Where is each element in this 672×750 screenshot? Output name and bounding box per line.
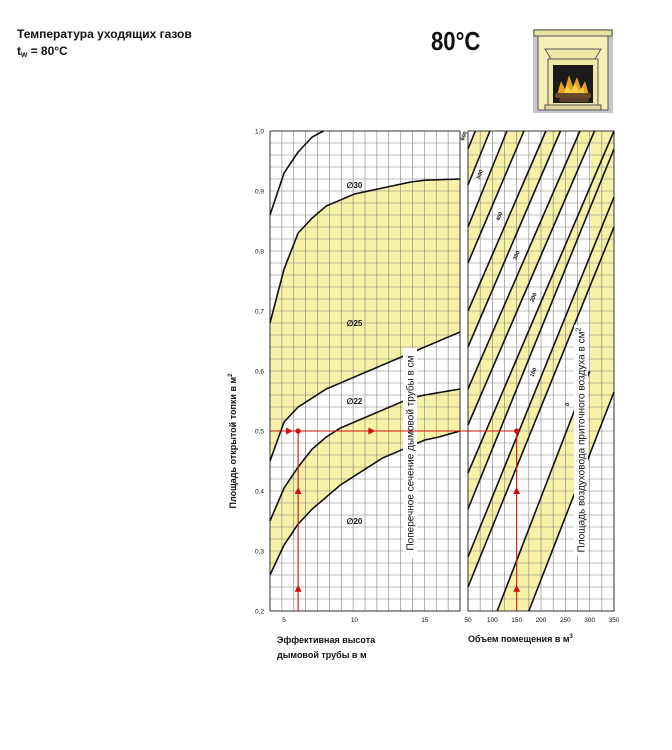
airflow-label: 500 (476, 169, 486, 181)
x-axis-label-right: Объем помещения в $м^3$ (468, 634, 573, 644)
chart-title: Температура уходящих газов (17, 27, 192, 41)
air-duct-area-label: Площадь воздуховода приточного воздуха в $см^2$ (575, 327, 588, 553)
x-tick-label-left: 15 (421, 617, 429, 624)
x-tick-label-right: 150 (511, 617, 523, 624)
example-point-right (514, 428, 519, 433)
x-tick-label-left: 10 (350, 617, 359, 624)
y-tick-label: 0,6 (254, 368, 264, 376)
airflow-label: 100 (529, 367, 539, 379)
y-tick-label: 0,5 (254, 428, 264, 436)
y-tick-label: 0,8 (254, 248, 264, 256)
y-tick-label: 0,9 (254, 188, 264, 196)
x-axis-label-left-2: дымовой трубы в м (277, 650, 367, 660)
diameter-label: ∅30 (346, 181, 363, 190)
airflow-label: 600 (459, 130, 469, 142)
example-point-left (296, 428, 301, 433)
x-axis-label-right-sup: 3 (569, 634, 573, 640)
subtitle-sub: w (21, 50, 28, 59)
x-tick-label-left: 5 (282, 617, 286, 624)
y-axis-label-sup: 2 (228, 373, 234, 377)
chimney-section-label: Поперечное сечение дымовой трубы в см (405, 355, 417, 551)
y-tick-label: 1,0 (254, 128, 264, 136)
y-tick-label: 0,7 (254, 308, 264, 316)
diameter-label: ∅22 (346, 397, 363, 406)
example-arrow-start (286, 428, 293, 435)
example-arrow-left-low (295, 585, 302, 592)
subtitle-t: t (17, 44, 21, 58)
airflow-label: 0 (564, 402, 572, 408)
y-axis-label: Площадь открытой топки в $м^2$ (228, 373, 238, 509)
x-tick-label-right: 200 (535, 617, 547, 624)
y-tick-label: 0,3 (254, 548, 264, 556)
subtitle-rest: = 80°C (27, 44, 68, 58)
diameter-label: ∅20 (346, 517, 363, 526)
left-curve-4 (270, 131, 323, 215)
x-tick-label-right: 300 (584, 617, 596, 624)
airflow-label: 200 (529, 292, 539, 304)
y-tick-label: 0,4 (254, 488, 264, 496)
example-arrow-right-high (513, 487, 520, 494)
airflow-label: 300 (512, 250, 522, 262)
y-tick-label: 0,2 (254, 608, 264, 616)
x-tick-label-right: 50 (464, 617, 472, 624)
airflow-label: 400 (495, 211, 505, 223)
x-tick-label-right: 100 (486, 617, 498, 624)
x-tick-label-right: 350 (608, 617, 620, 624)
x-tick-label-right: 250 (559, 617, 571, 624)
diameter-label: ∅25 (346, 319, 363, 328)
air-duct-area-label-sup: 2 (575, 327, 583, 332)
temperature-label: 80°C (431, 26, 481, 56)
x-axis-label-left-1: Эффективная высота (277, 635, 376, 645)
